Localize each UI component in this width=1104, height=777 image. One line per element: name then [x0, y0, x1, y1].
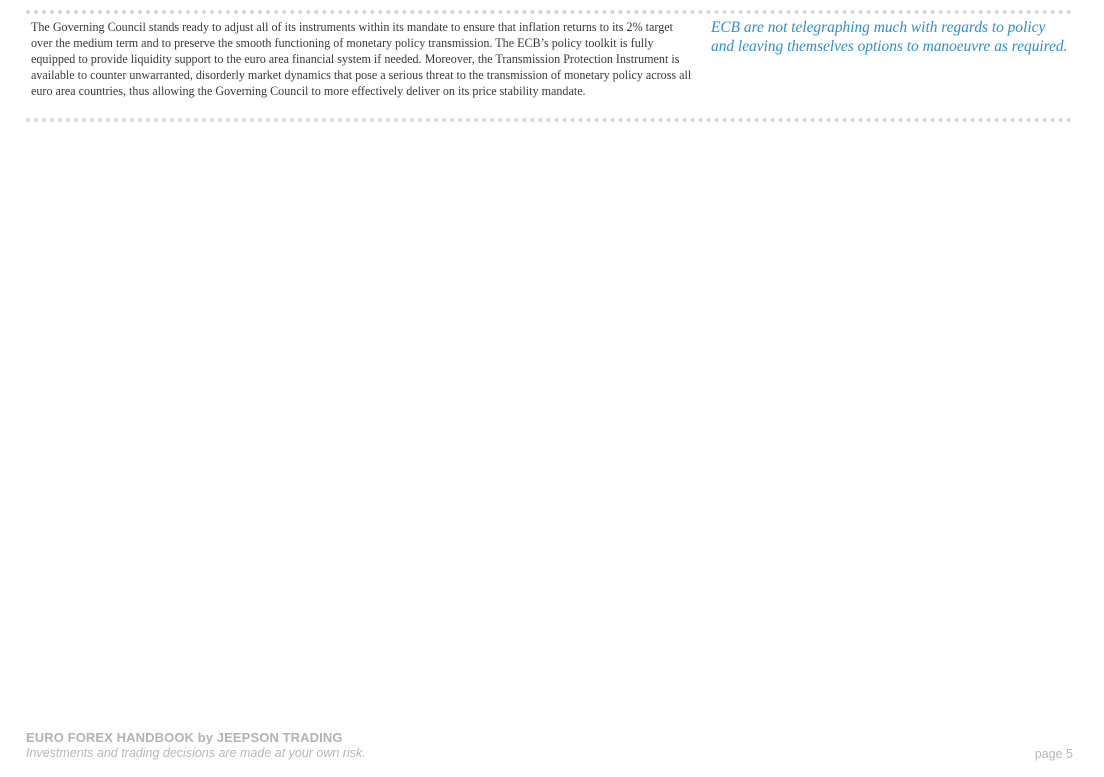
- footer-title: EURO FOREX HANDBOOK by JEEPSON TRADING: [26, 730, 343, 745]
- body-paragraph: The Governing Council stands ready to adjust all of its instruments within its mandate to ensure that inflation returns to its 2% target over the medium term and to preserve the smooth functioning of monetary policy transmission. The ECB’s policy toolkit is fully equipped to provide liquidity support to the euro area financial system if needed. Moreover, the Transmission Protection Instrument is available to counter unwarranted, disorderly market dynamics that pose a serious threat to the transmission of monetary policy across all euro area countries, thus allowing the Governing Council to more effectively deliver on its price stability mandate.: [31, 20, 692, 98]
- pull-quote: ECB are not telegraphing much with regards to policy and leaving themselves options to manoeuvre as required.: [711, 19, 1068, 55]
- top-dotted-divider: [26, 10, 1072, 14]
- page-number: page 5: [1034, 747, 1073, 761]
- footer-disclaimer: Investments and trading decisions are made at your own risk.: [26, 746, 366, 760]
- bottom-dotted-divider: [26, 118, 1072, 122]
